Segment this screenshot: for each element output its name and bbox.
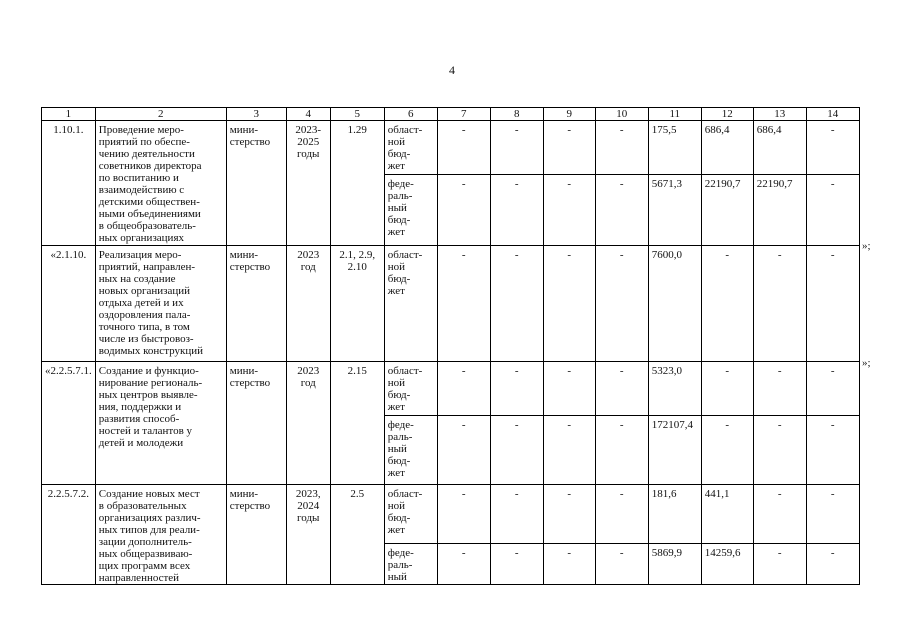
cell: - xyxy=(595,485,648,544)
cell: - xyxy=(806,175,859,246)
table-row xyxy=(42,362,860,416)
row-code: «2.2.5.7.1. xyxy=(42,362,96,485)
budget-source: област- ной бюд- жет xyxy=(384,121,437,175)
closing-quote: »; xyxy=(862,240,871,252)
table-row xyxy=(42,121,860,175)
cell: - xyxy=(437,121,490,175)
cell: - xyxy=(543,485,595,544)
cell: - xyxy=(806,362,859,416)
cell: - xyxy=(595,121,648,175)
row-name: Создание и функцио- нирование региональ- ных центров выявле- ния, поддержки и развития способ- ностей и талантов у детей и молодежи xyxy=(95,362,226,485)
cell: - xyxy=(437,485,490,544)
cell: - xyxy=(490,175,543,246)
cell: - xyxy=(543,544,595,585)
cell: - xyxy=(806,485,859,544)
column-header: 7 xyxy=(437,108,490,121)
row-name: Создание новых мест в образовательных организациях различ- ных типов для реали- зации дополнитель- ных общеразвиваю- щих программ всех направленностей xyxy=(95,485,226,585)
cell: 5869,9 xyxy=(648,544,701,585)
cell: - xyxy=(490,416,543,485)
cell: 441,1 xyxy=(701,485,753,544)
cell: 22190,7 xyxy=(701,175,753,246)
cell: - xyxy=(490,544,543,585)
cell: - xyxy=(543,416,595,485)
cell: - xyxy=(437,246,490,362)
cell: - xyxy=(595,416,648,485)
cell: - xyxy=(753,544,806,585)
cell: - xyxy=(701,416,753,485)
column-header: 11 xyxy=(648,108,701,121)
cell: - xyxy=(595,246,648,362)
column-header: 9 xyxy=(543,108,595,121)
row-period: 2023- 2025 годы xyxy=(286,121,330,246)
table-row xyxy=(42,485,860,544)
column-header: 6 xyxy=(384,108,437,121)
row-indicator: 2.1, 2.9, 2.10 xyxy=(330,246,384,362)
budget-source: област- ной бюд- жет xyxy=(384,246,437,362)
budget-source: феде- раль- ный бюд- жет xyxy=(384,175,437,246)
row-indicator: 2.5 xyxy=(330,485,384,585)
column-header: 12 xyxy=(701,108,753,121)
column-header: 10 xyxy=(595,108,648,121)
cell: - xyxy=(437,175,490,246)
cell: 14259,6 xyxy=(701,544,753,585)
cell: - xyxy=(490,246,543,362)
budget-source: феде- раль- ный xyxy=(384,544,437,585)
column-header: 5 xyxy=(330,108,384,121)
cell: - xyxy=(490,362,543,416)
cell: - xyxy=(806,416,859,485)
cell: 172107,4 xyxy=(648,416,701,485)
column-header: 8 xyxy=(490,108,543,121)
cell: 181,6 xyxy=(648,485,701,544)
cell: 22190,7 xyxy=(753,175,806,246)
cell: - xyxy=(753,485,806,544)
row-indicator: 1.29 xyxy=(330,121,384,246)
cell: 175,5 xyxy=(648,121,701,175)
row-code: «2.1.10. xyxy=(42,246,96,362)
cell: - xyxy=(437,416,490,485)
cell: - xyxy=(806,121,859,175)
row-code: 1.10.1. xyxy=(42,121,96,246)
row-period: 2023 год xyxy=(286,362,330,485)
table-row xyxy=(42,246,860,362)
column-header: 4 xyxy=(286,108,330,121)
cell: - xyxy=(595,362,648,416)
program-table xyxy=(41,107,860,585)
cell: - xyxy=(701,246,753,362)
budget-source: област- ной бюд- жет xyxy=(384,485,437,544)
row-executor: мини- стерство xyxy=(226,121,286,246)
page-number: 4 xyxy=(449,63,455,77)
cell: - xyxy=(806,544,859,585)
row-indicator: 2.15 xyxy=(330,362,384,485)
column-header: 2 xyxy=(95,108,226,121)
row-executor: мини- стерство xyxy=(226,246,286,362)
cell: - xyxy=(806,246,859,362)
cell: - xyxy=(753,362,806,416)
cell: - xyxy=(490,121,543,175)
row-name: Проведение меро- приятий по обеспе- чению деятельности советников директора по воспитанию и взаимодействию с детскими обществен- ными объединениями в общеобразователь- ных организациях xyxy=(95,121,226,246)
cell: - xyxy=(543,246,595,362)
column-header: 3 xyxy=(226,108,286,121)
row-executor: мини- стерство xyxy=(226,362,286,485)
column-header: 13 xyxy=(753,108,806,121)
cell: 5671,3 xyxy=(648,175,701,246)
closing-quote: »; xyxy=(862,357,871,369)
cell: - xyxy=(753,416,806,485)
cell: 686,4 xyxy=(753,121,806,175)
row-code: 2.2.5.7.2. xyxy=(42,485,96,585)
row-period: 2023, 2024 годы xyxy=(286,485,330,585)
row-executor: мини- стерство xyxy=(226,485,286,585)
cell: - xyxy=(701,362,753,416)
budget-source: област- ной бюд- жет xyxy=(384,362,437,416)
cell: - xyxy=(595,544,648,585)
cell: - xyxy=(490,485,543,544)
budget-source: феде- раль- ный бюд- жет xyxy=(384,416,437,485)
row-name: Реализация меро- приятий, направлен- ных на создание новых организаций отдыха детей и их оздоровления пала- точного типа, в том числе из быстровоз- водимых конструкций xyxy=(95,246,226,362)
cell: - xyxy=(543,362,595,416)
cell: - xyxy=(543,175,595,246)
column-number-row xyxy=(42,108,860,121)
column-header: 14 xyxy=(806,108,859,121)
cell: 7600,0 xyxy=(648,246,701,362)
cell: - xyxy=(753,246,806,362)
column-header: 1 xyxy=(42,108,96,121)
cell: - xyxy=(595,175,648,246)
cell: - xyxy=(543,121,595,175)
cell: 5323,0 xyxy=(648,362,701,416)
cell: 686,4 xyxy=(701,121,753,175)
cell: - xyxy=(437,362,490,416)
row-period: 2023 год xyxy=(286,246,330,362)
cell: - xyxy=(437,544,490,585)
